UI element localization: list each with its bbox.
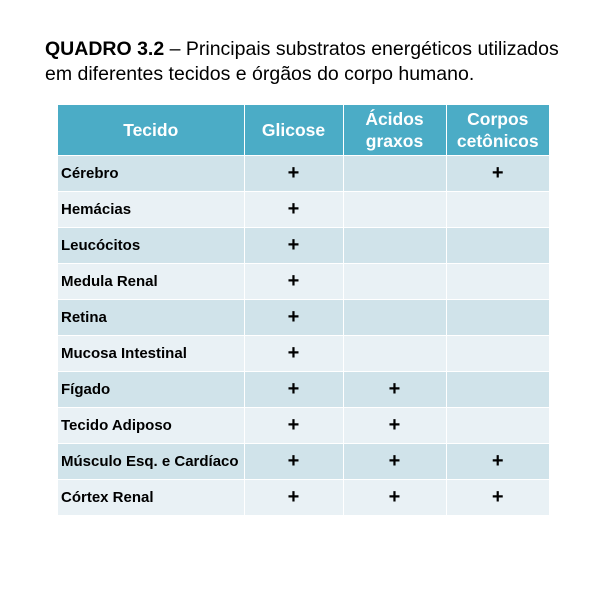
cell-tecido: Mucosa Intestinal [58, 336, 244, 372]
header-acidos-graxos: Ácidos graxos [343, 105, 446, 156]
table-row [58, 156, 549, 192]
cell-glicose: + [244, 336, 343, 372]
cell-glicose: + [244, 228, 343, 264]
table-row [58, 336, 549, 372]
caption-label: QUADRO 3.2 [45, 38, 165, 60]
cell-acidos-graxos [343, 336, 446, 372]
cell-acidos-graxos [343, 192, 446, 228]
cell-corpos-cetonicos [446, 228, 549, 264]
cell-acidos-graxos: + [343, 480, 446, 516]
cell-tecido: Córtex Renal [58, 480, 244, 516]
header-glicose: Glicose [244, 105, 343, 156]
table-row [58, 300, 549, 336]
cell-tecido: Músculo Esq. e Cardíaco [58, 444, 244, 480]
substrates-table [58, 105, 549, 515]
cell-corpos-cetonicos [446, 336, 549, 372]
caption-text: – Principais substratos energéticos utilizados em diferentes tecidos e órgãos do corpo humano. [45, 38, 559, 85]
table-row [58, 372, 549, 408]
cell-tecido: Leucócitos [58, 228, 244, 264]
cell-acidos-graxos [343, 228, 446, 264]
cell-corpos-cetonicos [446, 264, 549, 300]
cell-acidos-graxos: + [343, 372, 446, 408]
table-row [58, 480, 549, 516]
cell-tecido: Retina [58, 300, 244, 336]
table-row [58, 444, 549, 480]
cell-acidos-graxos: + [343, 444, 446, 480]
table-row [58, 408, 549, 444]
cell-glicose: + [244, 480, 343, 516]
cell-glicose: + [244, 408, 343, 444]
table-row [58, 264, 549, 300]
cell-acidos-graxos: + [343, 408, 446, 444]
cell-corpos-cetonicos: + [446, 480, 549, 516]
cell-tecido: Cérebro [58, 156, 244, 192]
cell-acidos-graxos [343, 264, 446, 300]
table-caption [45, 37, 575, 87]
cell-glicose: + [244, 264, 343, 300]
cell-tecido: Fígado [58, 372, 244, 408]
header-tecido: Tecido [58, 105, 244, 156]
cell-tecido: Hemácias [58, 192, 244, 228]
cell-glicose: + [244, 192, 343, 228]
table-row [58, 192, 549, 228]
table-row [58, 228, 549, 264]
cell-glicose: + [244, 300, 343, 336]
cell-glicose: + [244, 156, 343, 192]
cell-corpos-cetonicos [446, 372, 549, 408]
cell-glicose: + [244, 444, 343, 480]
cell-acidos-graxos [343, 300, 446, 336]
header-row [58, 105, 549, 156]
cell-tecido: Medula Renal [58, 264, 244, 300]
cell-tecido: Tecido Adiposo [58, 408, 244, 444]
cell-corpos-cetonicos [446, 300, 549, 336]
cell-corpos-cetonicos [446, 192, 549, 228]
cell-corpos-cetonicos [446, 408, 549, 444]
header-corpos-cetonicos: Corpos cetônicos [446, 105, 549, 156]
cell-acidos-graxos [343, 156, 446, 192]
cell-corpos-cetonicos: + [446, 156, 549, 192]
cell-corpos-cetonicos: + [446, 444, 549, 480]
cell-glicose: + [244, 372, 343, 408]
